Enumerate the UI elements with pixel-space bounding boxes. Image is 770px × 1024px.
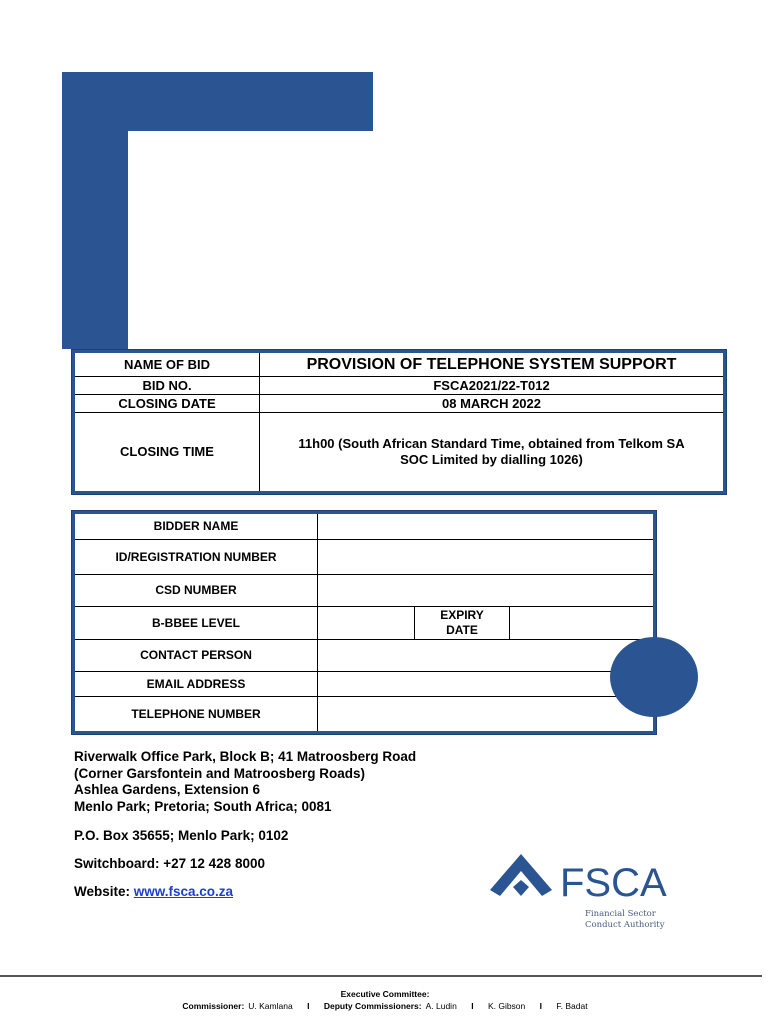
logo-wordmark: FSCA — [560, 861, 667, 905]
expiry-date-label: EXPIRY DATE — [415, 607, 510, 640]
switchboard-number: Switchboard: +27 12 428 8000 — [74, 856, 265, 871]
footer-title: Executive Committee: — [340, 989, 430, 999]
footer — [0, 988, 770, 1012]
address-line: Ashlea Gardens, Extension 6 — [74, 782, 261, 797]
deputy-name: F. Badat — [556, 1001, 588, 1011]
id-registration-label: ID/REGISTRATION NUMBER — [74, 540, 318, 575]
bidder-name-label: BIDDER NAME — [74, 513, 318, 540]
closing-date-label: CLOSING DATE — [74, 395, 260, 413]
telephone-number-field[interactable] — [318, 697, 655, 733]
website-line — [74, 884, 233, 901]
separator: I — [471, 1001, 474, 1011]
website-label: Website: — [74, 884, 131, 899]
bid-info-table — [72, 350, 726, 494]
fsca-roof-icon — [490, 854, 552, 896]
bidder-name-field[interactable] — [318, 513, 655, 540]
closing-time-label: CLOSING TIME — [74, 413, 260, 493]
closing-time-value: 11h00 (South African Standard Time, obtained from Telkom SA SOC Limited by dialling 1026) — [260, 413, 725, 493]
closing-date-value: 08 MARCH 2022 — [260, 395, 725, 413]
logo-subtitle-line: Financial Sector — [585, 909, 656, 919]
website-link[interactable]: www.fsca.co.za — [133, 884, 234, 899]
bid-name-value: PROVISION OF TELEPHONE SYSTEM SUPPORT — [260, 352, 725, 377]
commissioner-label: Commissioner: — [182, 1001, 245, 1011]
address-line: Menlo Park; Pretoria; South Africa; 0081 — [74, 798, 332, 814]
address-line: (Corner Garsfontein and Matroosberg Roads) — [74, 765, 366, 781]
expiry-date-field[interactable] — [510, 607, 655, 640]
bbbee-level-field[interactable] — [318, 607, 415, 640]
logo-subtitle-line: Conduct Authority — [585, 920, 665, 930]
deputy-label: Deputy Commissioners: — [323, 1001, 422, 1011]
po-box: P.O. Box 35655; Menlo Park; 0102 — [74, 828, 289, 843]
decorative-blue-bar-left — [62, 72, 128, 349]
footer-committee-line — [0, 1000, 770, 1012]
footer-divider — [0, 975, 762, 977]
bid-number-value: FSCA2021/22-T012 — [260, 377, 725, 395]
bidder-details-table — [72, 511, 656, 734]
bbbee-level-label: B-BBEE LEVEL — [74, 607, 318, 640]
deputy-name: K. Gibson — [487, 1001, 526, 1011]
commissioner-name: U. Kamlana — [248, 1001, 293, 1011]
separator: I — [539, 1001, 543, 1011]
csd-number-label: CSD NUMBER — [74, 575, 318, 607]
deputy-name: A. Ludin — [425, 1001, 457, 1011]
telephone-number-label: TELEPHONE NUMBER — [74, 697, 318, 733]
id-registration-field[interactable] — [318, 540, 655, 575]
address-line: Riverwalk Office Park, Block B; 41 Matroosberg Road — [74, 749, 417, 764]
email-address-field[interactable] — [318, 672, 655, 697]
email-address-label: EMAIL ADDRESS — [74, 672, 318, 697]
logo-subtitle — [585, 909, 665, 931]
bid-name-label: NAME OF BID — [74, 352, 260, 377]
contact-person-label: CONTACT PERSON — [74, 640, 318, 672]
decorative-blue-circle — [610, 637, 698, 717]
contact-person-field[interactable] — [318, 640, 655, 672]
separator: I — [307, 1001, 310, 1011]
address-block — [74, 749, 416, 815]
bid-number-label: BID NO. — [74, 377, 260, 395]
csd-number-field[interactable] — [318, 575, 655, 607]
